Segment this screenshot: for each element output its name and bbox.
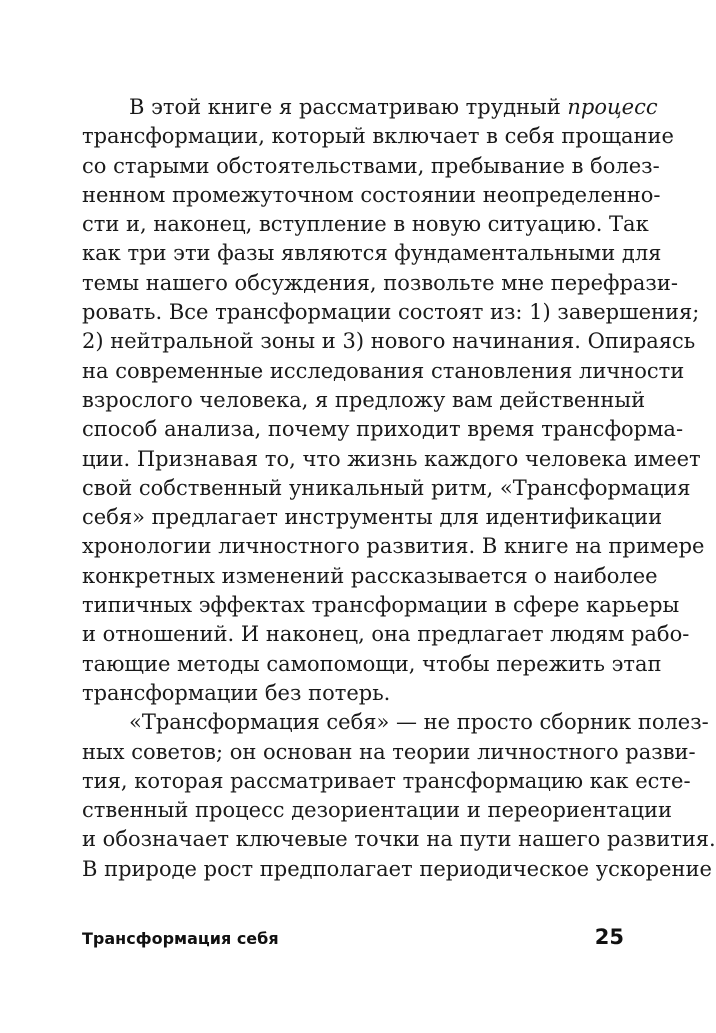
text-line: типичных эффектах трансформации в сфере карьеры xyxy=(82,593,680,618)
page-number: 25 xyxy=(594,925,624,949)
text-line: «Трансформация себя» — не просто сборник полез- xyxy=(129,710,709,735)
text-line: В этой книге я рассматриваю трудный процесс xyxy=(129,95,658,119)
text-line: и обозначает ключевые точки на пути нашего развития. xyxy=(82,827,716,852)
text-line: себя» предлагает инструменты для идентификации xyxy=(82,505,663,530)
running-title: Трансформация себя xyxy=(82,929,279,948)
text-line: ненном промежуточном состоянии неопределенно- xyxy=(82,182,661,207)
text-line: способ анализа, почему приходит время трансформа- xyxy=(82,417,684,442)
text-line: как три эти фазы являются фундаментальными для xyxy=(82,241,662,266)
text-line: на современные исследования становления личности xyxy=(82,358,685,383)
text-line: и отношений. И наконец, она предлагает людям рабо- xyxy=(82,622,690,647)
text-line: 2) нейтральной зоны и 3) нового начинания. Опираясь xyxy=(82,329,696,354)
text-line: трансформации, который включает в себя прощание xyxy=(82,124,674,149)
text-line: ции. Признавая то, что жизнь каждого человека имеет xyxy=(82,446,701,471)
emphasis: процесс xyxy=(567,95,658,119)
text-line: тия, которая рассматривает трансформацию как есте- xyxy=(82,768,691,793)
text-line: темы нашего обсуждения, позвольте мне перефрази- xyxy=(82,270,678,295)
text-line: ровать. Все трансформации состоят из: 1) завершения; xyxy=(82,300,700,325)
page-footer xyxy=(82,925,624,955)
text-line: ственный процесс дезориентации и переориентации xyxy=(82,798,672,823)
body-text xyxy=(82,93,716,884)
text-line: конкретных изменений рассказывается о наиболее xyxy=(82,563,658,588)
text-line: сти и, наконец, вступление в новую ситуацию. Так xyxy=(82,212,649,237)
text-line: хронологии личностного развития. В книге на примере xyxy=(82,534,705,559)
text-line: взрослого человека, я предложу вам действенный xyxy=(82,387,646,412)
text-line: свой собственный уникальный ритм, «Трансформация xyxy=(82,475,691,500)
text-line: со старыми обстоятельствами, пребывание в болез- xyxy=(82,153,660,178)
text-line: В природе рост предполагает периодическое ускорение xyxy=(82,856,712,881)
text-line: тающие методы самопомощи, чтобы пережить этап xyxy=(82,651,662,676)
text-line: ных советов; он основан на теории личностного разви- xyxy=(82,739,696,764)
text-line: трансформации без потерь. xyxy=(82,680,391,705)
